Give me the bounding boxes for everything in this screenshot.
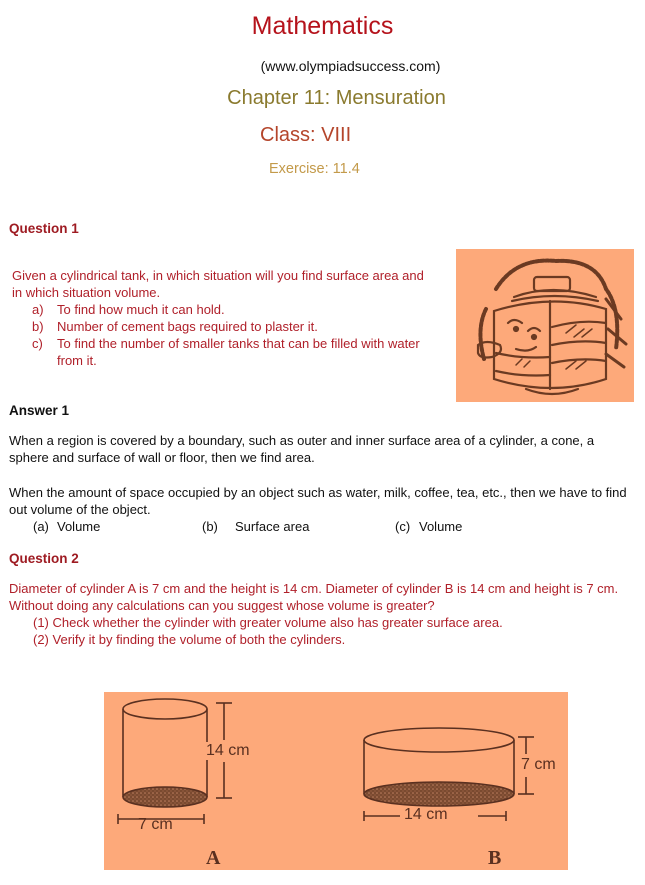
list-item: (2) Verify it by finding the volume of both the cylinders. (33, 632, 346, 647)
cylinder-a-height-label: 14 cm (206, 742, 250, 759)
option-marker-b: (b) (202, 519, 218, 534)
exercise-label: Exercise: 11.4 (269, 161, 360, 177)
question-1-heading: Question 1 (9, 221, 79, 236)
question-2-body (9, 580, 634, 648)
cylinders-figure (104, 692, 568, 870)
option-marker-a: (a) (33, 519, 49, 534)
question-1-list (9, 301, 434, 369)
list-item: b) Number of cement bags required to plaster it. (32, 319, 318, 334)
answer-1-paragraph-2: When the amount of space occupied by an object such as water, milk, coffee, tea, etc., then we have to find out volume of the object. (9, 485, 627, 517)
tank-cartoon-image (456, 249, 634, 402)
website-link: (www.olympiadsuccess.com) (260, 58, 441, 74)
cylinder-b-label: B (488, 847, 502, 869)
option-marker-c: (c) (395, 519, 411, 534)
class-label: Class: VIII (260, 124, 352, 146)
answer-1-options (0, 518, 645, 536)
answer-1-heading: Answer 1 (9, 403, 70, 418)
option-text-b: Surface area (235, 519, 310, 534)
cylinder-b-height-label: 7 cm (521, 756, 556, 773)
list-item: (1) Check whether the cylinder with greater volume also has greater surface area. (33, 615, 503, 630)
chapter-title: Chapter 11: Mensuration (227, 87, 446, 109)
option-text-c: Volume (419, 519, 463, 534)
question-2-heading: Question 2 (9, 551, 79, 566)
cylinder-a-label: A (206, 847, 221, 869)
question-1-body (9, 267, 434, 369)
page-title: Mathematics (251, 12, 394, 40)
question-1-text: Given a cylindrical tank, in which situation will you find surface area and in which situation volume. (12, 268, 424, 300)
cylinders-diagram-icon (104, 692, 568, 870)
cylinder-a-diameter-label: 7 cm (138, 816, 173, 833)
list-item: a) To find how much it can hold. (32, 302, 225, 317)
question-2-text: Diameter of cylinder A is 7 cm and the height is 14 cm. Diameter of cylinder B is 14 cm and height is 7 cm. Without doing any calculations can you suggest whose volume is greater? (9, 581, 619, 613)
question-2-list (9, 614, 634, 648)
list-item: c) To find the number of smaller tanks that can be filled with water from it. (32, 336, 420, 368)
tank-cartoon-icon (456, 249, 634, 402)
answer-1-paragraph-1: When a region is covered by a boundary, such as outer and inner surface area of a cylinder, a cone, a sphere and surface of wall or floor, then we find area. (9, 433, 595, 465)
option-text-a: Volume (57, 519, 101, 534)
cylinder-b-diameter-label: 14 cm (404, 806, 448, 823)
